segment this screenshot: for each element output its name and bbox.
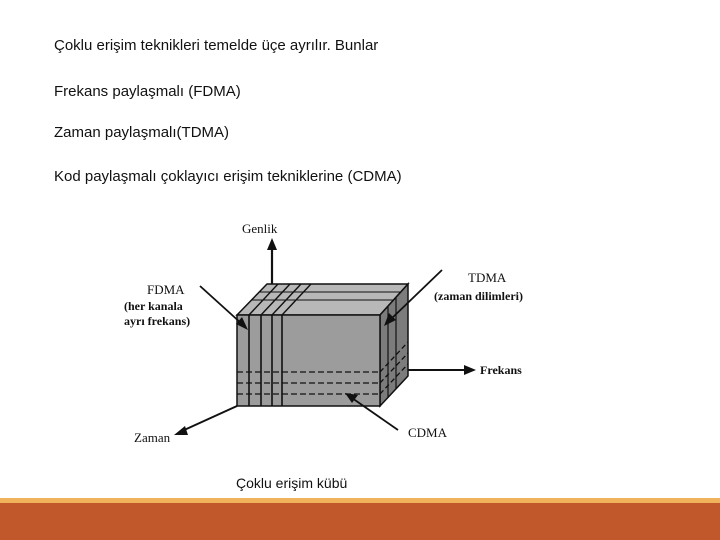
tdma-sublabel: (zaman dilimleri) xyxy=(434,289,523,303)
cdma-label: CDMA xyxy=(408,425,448,440)
figure-caption: Çoklu erişim kübü xyxy=(236,475,348,491)
tdma-text: Zaman paylaşmalı(TDMA) xyxy=(54,124,230,141)
fdma-sublabel-2: ayrı frekans) xyxy=(124,314,191,328)
cdma-text: Kod paylaşmalı çoklayıcı erişim tekniklerine (CDMA) xyxy=(54,168,402,185)
cube-front-face xyxy=(237,315,380,406)
fdma-label: FDMA xyxy=(147,282,185,297)
footer-accent-stripe xyxy=(0,498,720,503)
footer-bar xyxy=(0,498,720,540)
frekans-label: Frekans xyxy=(480,363,522,377)
multiple-access-cube-figure xyxy=(112,212,568,454)
tdma-label: TDMA xyxy=(468,270,507,285)
fdma-sublabel-1: (her kanala xyxy=(124,299,183,313)
intro-text: Çoklu erişim teknikleri temelde üçe ayrılır. Bunlar xyxy=(54,37,379,54)
fdma-text: Frekans paylaşmalı (FDMA) xyxy=(54,83,241,100)
genlik-label: Genlik xyxy=(242,221,278,236)
zaman-label: Zaman xyxy=(134,430,171,445)
